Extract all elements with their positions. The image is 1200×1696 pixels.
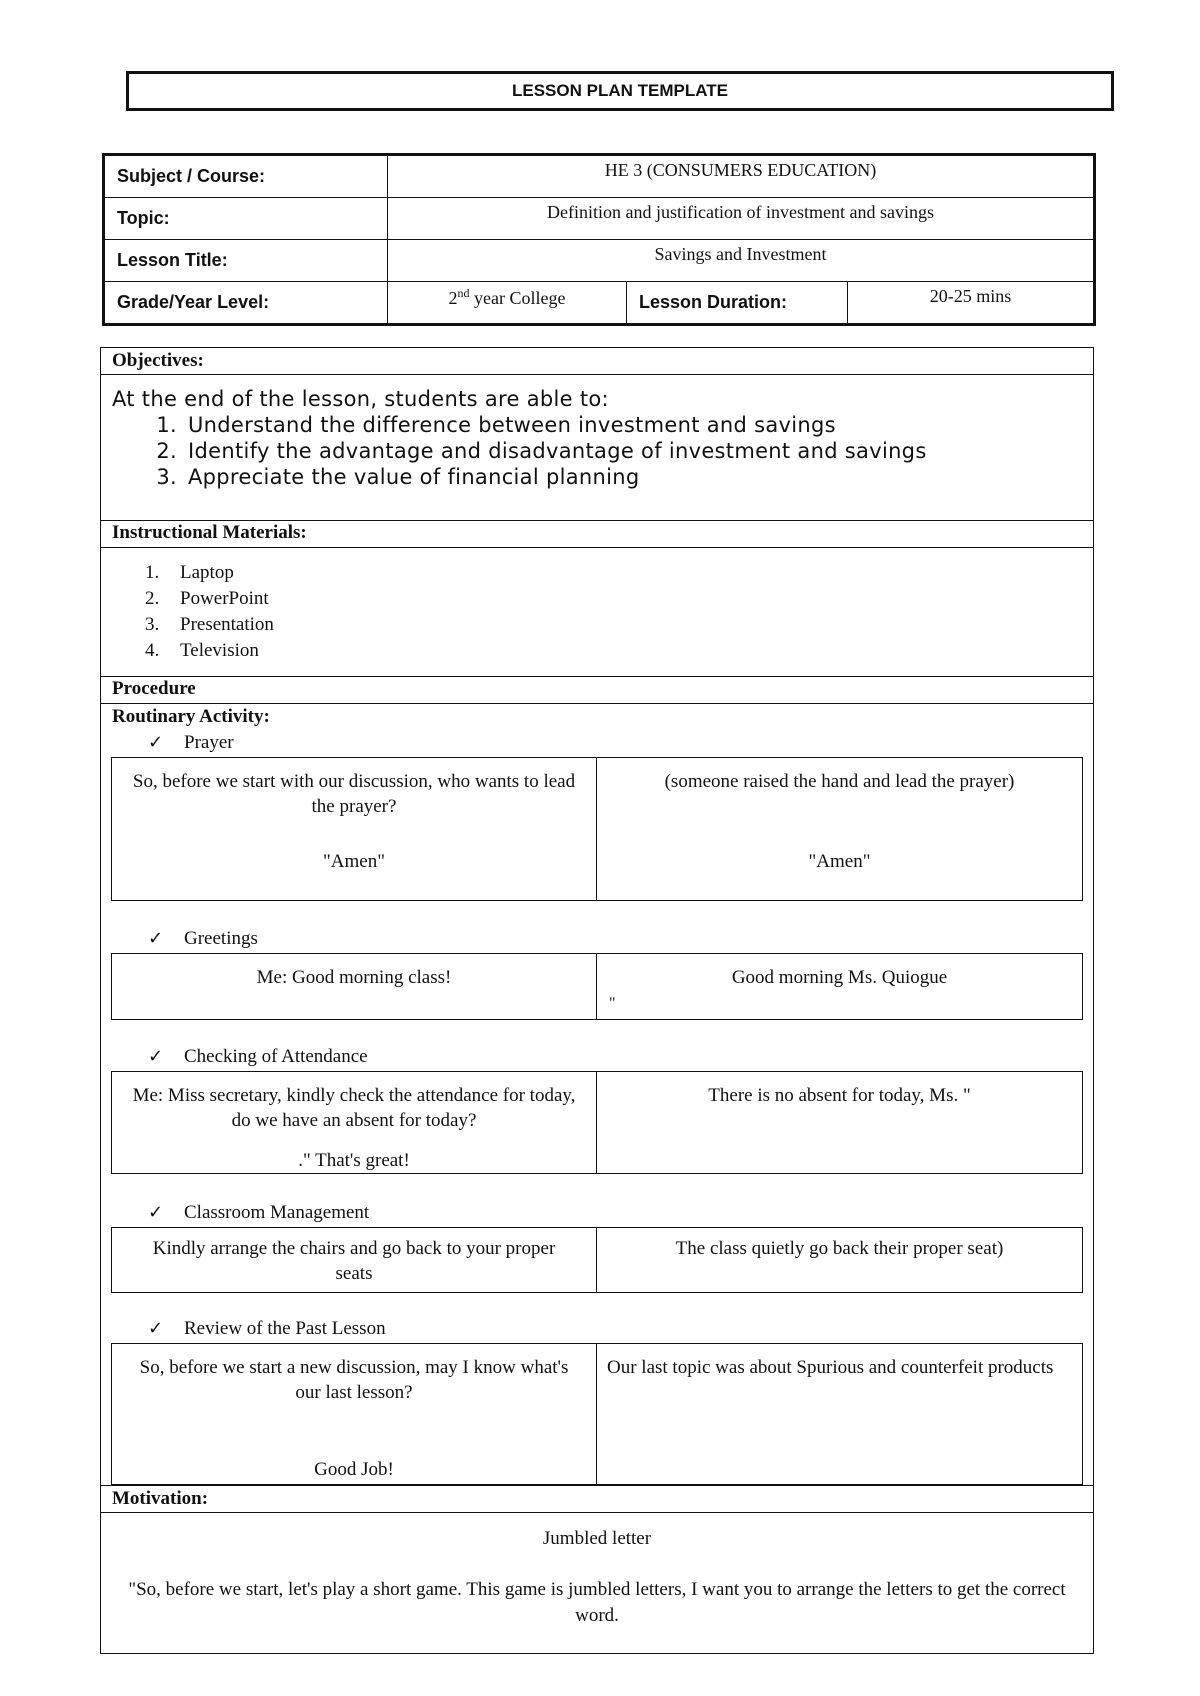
- attendance-student-line: There is no absent for today, Ms. ": [708, 1085, 971, 1106]
- divider: [100, 547, 1094, 548]
- material-item: 2. PowerPoint: [164, 586, 274, 612]
- greetings-quote-mark: ": [609, 995, 616, 1012]
- attendance-teacher-line2: ." That's great!: [298, 1150, 410, 1171]
- classroom-label-text: Classroom Management: [184, 1202, 370, 1223]
- greetings-dialog: [111, 953, 1083, 1020]
- check-icon: ✓: [148, 1046, 164, 1067]
- objectives-heading: Objectives:: [112, 350, 204, 371]
- prayer-teacher-cell: [112, 758, 597, 900]
- motivation-title: Jumbled letter: [542, 1528, 652, 1549]
- review-label: [148, 1318, 386, 1340]
- classroom-teacher-cell: [112, 1228, 597, 1292]
- prayer-dialog: [111, 757, 1083, 901]
- prayer-label: [148, 732, 234, 754]
- greetings-student-cell: [597, 954, 1082, 1019]
- objective-item: 1. Understand the difference between investment and savings: [184, 412, 927, 438]
- review-student-line: Our last topic was about Spurious and counterfeit products: [607, 1357, 1054, 1378]
- check-icon: ✓: [148, 1318, 164, 1339]
- divider: [100, 1512, 1094, 1513]
- divider: [100, 520, 1094, 521]
- classroom-student-line: The class quietly go back their proper seat): [675, 1238, 1004, 1259]
- review-teacher-cell: [112, 1344, 597, 1484]
- material-item: 1. Laptop: [164, 560, 274, 586]
- document-title-text: LESSON PLAN TEMPLATE: [512, 81, 728, 100]
- classroom-teacher-line: Kindly arrange the chairs and go back to your proper seats: [152, 1238, 556, 1284]
- subject-value: HE 3 (CONSUMERS EDUCATION): [388, 155, 1095, 198]
- attendance-student-cell: [597, 1072, 1082, 1173]
- review-label-text: Review of the Past Lesson: [184, 1318, 386, 1339]
- subject-label: Subject / Course:: [104, 155, 388, 198]
- classroom-dialog: [111, 1227, 1083, 1293]
- lesson-title-label: Lesson Title:: [104, 240, 388, 282]
- attendance-dialog: [111, 1071, 1083, 1174]
- materials-heading: Instructional Materials:: [112, 522, 307, 543]
- prayer-student-line1: (someone raised the hand and lead the prayer): [664, 771, 1015, 792]
- check-icon: ✓: [148, 732, 164, 753]
- review-teacher-line1: So, before we start a new discussion, may I know what's our last lesson?: [139, 1357, 569, 1403]
- motivation-text: "So, before we start, let's play a short game. This game is jumbled letters, I want you to arrange the letters to get the correct word.: [128, 1579, 1066, 1626]
- divider: [100, 703, 1094, 704]
- info-row-topic: [104, 198, 1095, 240]
- objectives-list: [112, 412, 927, 490]
- divider: [100, 676, 1094, 677]
- duration-label: Lesson Duration:: [627, 282, 848, 325]
- routinary-heading: Routinary Activity:: [112, 706, 270, 727]
- attendance-label-text: Checking of Attendance: [184, 1046, 368, 1067]
- divider: [100, 1653, 1094, 1654]
- attendance-teacher-cell: [112, 1072, 597, 1173]
- grade-label: Grade/Year Level:: [104, 282, 388, 325]
- info-row-subject: [104, 155, 1095, 198]
- classroom-label: [148, 1202, 369, 1224]
- materials-list: [112, 560, 274, 664]
- material-item: 3. Presentation: [164, 612, 274, 638]
- prayer-teacher-line1: So, before we start with our discussion, who wants to lead the prayer?: [132, 771, 576, 817]
- objective-item: 3. Appreciate the value of financial planning: [184, 464, 927, 490]
- review-dialog: [111, 1343, 1083, 1485]
- prayer-student-line2: "Amen": [808, 851, 871, 872]
- greetings-label-text: Greetings: [184, 928, 258, 949]
- classroom-student-cell: [597, 1228, 1082, 1292]
- greetings-student-line: Good morning Ms. Quiogue: [731, 967, 948, 988]
- check-icon: ✓: [148, 1202, 164, 1223]
- motivation-heading: Motivation:: [112, 1488, 209, 1509]
- review-student-cell: [597, 1344, 1082, 1484]
- greetings-teacher-line: Me: Good morning class!: [256, 967, 452, 988]
- document-title: [126, 71, 1114, 111]
- info-row-lesson-title: [104, 240, 1095, 282]
- topic-value: Definition and justification of investment and savings: [388, 198, 1095, 240]
- greetings-label: [148, 928, 258, 950]
- objectives-intro: At the end of the lesson, students are able to:: [112, 387, 609, 411]
- divider: [100, 1485, 1094, 1486]
- procedure-heading: Procedure: [112, 678, 196, 699]
- grade-value-suffix: nd: [457, 286, 470, 300]
- grade-value: [388, 282, 627, 325]
- prayer-student-cell: [597, 758, 1082, 900]
- attendance-teacher-line1: Me: Miss secretary, kindly check the attendance for today, do we have an absent for today?: [132, 1085, 576, 1131]
- info-row-grade: [104, 282, 1095, 325]
- objective-item: 2. Identify the advantage and disadvantage of investment and savings: [184, 438, 927, 464]
- duration-value: 20-25 mins: [848, 282, 1095, 325]
- lesson-info-table: [102, 153, 1096, 326]
- prayer-label-text: Prayer: [184, 732, 234, 753]
- lesson-title-value: Savings and Investment: [388, 240, 1095, 282]
- objectives-content: [112, 386, 927, 490]
- topic-label: Topic:: [104, 198, 388, 240]
- check-icon: ✓: [148, 928, 164, 949]
- prayer-teacher-line2: "Amen": [323, 851, 385, 872]
- divider: [100, 374, 1094, 375]
- divider: [100, 347, 1094, 348]
- grade-value-number: 2: [448, 288, 458, 308]
- attendance-label: [148, 1046, 368, 1068]
- review-teacher-line2: Good Job!: [314, 1459, 394, 1480]
- material-item: 4. Television: [164, 638, 274, 664]
- greetings-teacher-cell: [112, 954, 597, 1019]
- grade-value-rest: year College: [469, 288, 566, 308]
